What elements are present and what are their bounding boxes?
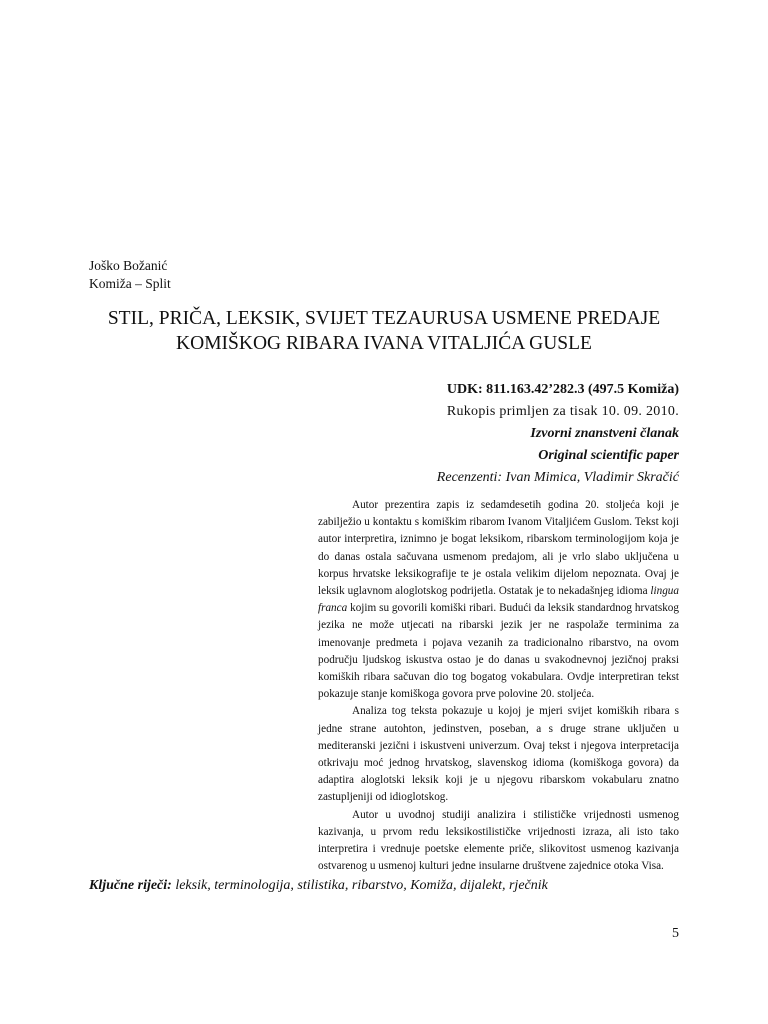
reviewers: Recenzenti: Ivan Mimica, Vladimir Skračić [436,470,679,485]
keywords-label: Ključne riječi: [89,878,172,893]
abstract-paragraph-2: Analiza tog teksta pokazuje u kojoj je mjeri svijet komiških ribara s jedne strane autohton, jedinstven, poseban, a s druge strane uključen u mediteranski jezični i iskustveni univerzum. Ovaj tekst i njegova interpretacija otkrivaju moć jednog hrvatskog, slavenskog idioma (komiškoga govora) da adaptira aloglotski leksik koji je u njegovu ribarskom vokabularu znatno zastupljeniji od idioglotskog. [318,705,679,804]
page-number: 5 [672,926,679,941]
udk-code: UDK: 811.163.42’282.3 (497.5 Komiža) [446,382,679,397]
keywords [89,876,548,896]
title-line-2: KOMIŠKOG RIBARA IVANA VITALJIĆA GUSLE [176,333,592,354]
paper-title [60,306,708,356]
article-type-en: Original scientific paper [538,448,679,463]
abstract-p1-end: kojim su govorili komiški ribari. Budući da leksik standardnog hrvatskog jezika ne može utjecati na ribarski jezik jer ne raspolaže terminima za imenovanje predmeta i pojava vezanih za tradicionalno ribarstvo, na ovom području ljudskog iskustva ostao je do danas u svakodnevnoj jezičnoj praksi komiških ribara sačuvan dio tog bogatog vokabulara. Ovdje interpretiran tekst pokazuje stanje komiškoga govora prve polovine 20. stoljeća. [318,602,679,701]
title-line-1: STIL, PRIČA, LEKSIK, SVIJET TEZAURUSA USMENE PREDAJE [107,308,661,329]
keywords-list: leksik, terminologija, stilistika, ribarstvo, Komiža, dijalekt, rječnik [175,878,548,893]
abstract-paragraph-1 [318,497,679,703]
article-metadata [437,379,679,489]
abstract-p1-term: lingua franca [318,585,679,615]
author-name: Joško Božanić [89,258,168,273]
author-block [89,257,171,293]
abstract-p1-start: Autor prezentira zapis iz sedamdesetih godina 20. stoljeća koji je zabilježio u kontaktu s komiškim ribarom Ivanom Vitaljićem Guslom. Tekst koji autor interpretira, iznimno je bogat leksikom, ribarskom terminologijom koja je do danas ostala sačuvana usmenom predajom, ali je vrlo slabo uključena u korpus hrvatske leksikografije te je ostala velikim dijelom nepoznata. Ovaj je leksik uglavnom aloglotskog podrijetla. Ostatak je to nekadašnjeg idioma [318,499,679,598]
author-affiliation: Komiža – Split [89,276,171,291]
abstract-paragraph-3: Autor u uvodnoj studiji analizira i stilističke vrijednosti usmenog kazivanja, u prvom redu leksikostilističke vrijednosti izraza, ali isto tako interpretira i vrednuje poetske elemente priče, slikovitost usmenog kazivanja ostvarenog u usmenoj kulturi jedne insularne društvene zajednice otoka Visa. [318,808,679,873]
article-type-hr: Izvorni znanstveni članak [530,426,679,441]
abstract [318,497,679,875]
received-date: Rukopis primljen za tisak 10. 09. 2010. [446,404,679,419]
